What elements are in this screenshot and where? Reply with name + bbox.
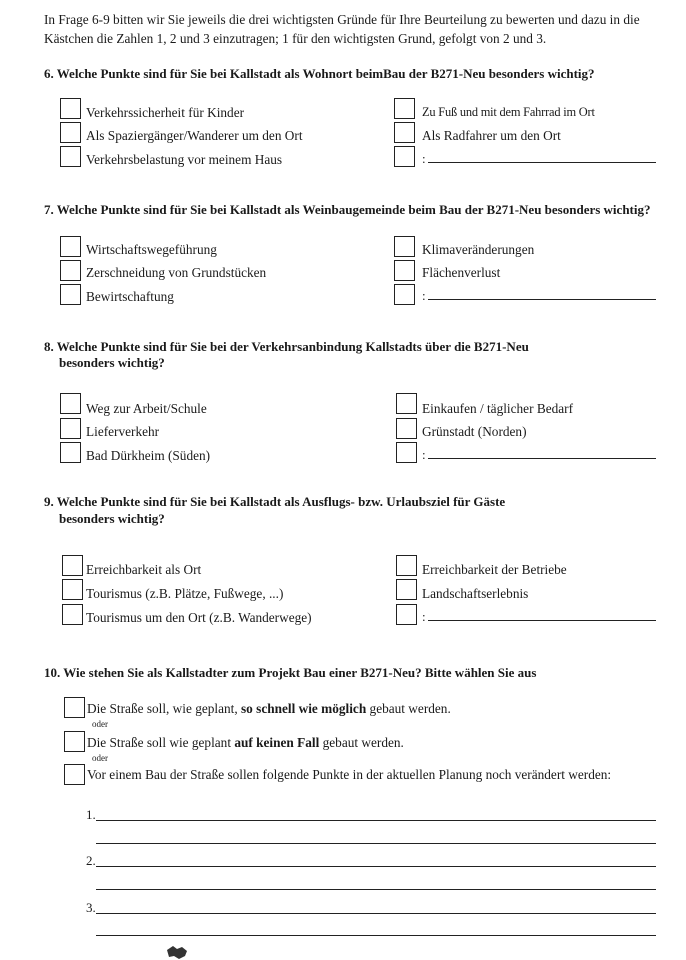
q9-option-left-3: Tourismus um den Ort (z.B. Wanderwege) [86,610,312,625]
q7-checkbox-left-2[interactable] [60,260,81,281]
q10-option-1-text-a: Die Straße soll, wie geplant, [87,701,241,716]
q10-oder-2: oder [92,753,108,763]
question-8-title-line-2: besonders wichtig? [59,355,165,370]
q7-option-left-3: Bewirtschaftung [86,289,174,304]
q6-checkbox-right-1[interactable] [394,98,415,119]
q8-option-right-1: Einkaufen / täglicher Bedarf [422,401,573,416]
q10-option-1 [87,700,451,717]
q10-line-number-3: 3. [86,900,96,915]
q10-oder-1: oder [92,719,108,729]
q8-option-left-3: Bad Dürkheim (Süden) [86,448,211,463]
q10-answer-line-2b[interactable] [96,889,656,890]
q8-checkbox-right-3[interactable] [396,442,417,463]
q10-checkbox-1[interactable] [64,697,85,718]
q10-checkbox-2[interactable] [64,731,85,752]
q7-option-right-1: Klimaveränderungen [422,242,535,257]
q9-checkbox-left-3[interactable] [62,604,83,625]
q10-checkbox-3[interactable] [64,764,85,785]
q8-option-right-2: Grünstadt (Norden) [422,424,527,439]
q10-option-1-emphasis: so schnell wie möglich [241,701,367,716]
intro-text: In Frage 6-9 bitten wir Sie jeweils die drei wichtigsten Gründe für Ihre Beurteilung zu bewerten und dazu in die Kästchen die Zahlen 1, 2 und 3 einzutragen; 1 für den wichtigsten Grund, gefolgt von 2 und 3. [44,12,640,46]
q7-option-left-2: Zerschneidung von Grundstücken [86,265,267,280]
q6-option-left-2: Als Spaziergänger/Wanderer um den Ort [86,128,303,143]
q9-option-right-2: Landschaftserlebnis [422,586,529,601]
q6-checkbox-left-1[interactable] [60,98,81,119]
question-6-title: 6. Welche Punkte sind für Sie bei Kallstadt als Wohnort beimBau der B271-Neu besonders wichtig? [44,66,595,81]
q10-answer-line-1b[interactable] [96,843,656,844]
q6-checkbox-left-3[interactable] [60,146,81,167]
q9-other-colon: : [422,609,426,624]
q6-checkbox-right-2[interactable] [394,122,415,143]
q10-answer-line-1a[interactable] [96,820,656,821]
q10-option-2-text-a: Die Straße soll wie geplant [87,735,235,750]
q9-option-right-1: Erreichbarkeit der Betriebe [422,562,567,577]
q7-option-right-2: Flächenverlust [422,265,501,280]
q7-option-left-1: Wirtschaftswegeführung [86,242,217,257]
q7-checkbox-right-3[interactable] [394,284,415,305]
q9-checkbox-left-1[interactable] [62,555,83,576]
question-8-title-line-1: 8. Welche Punkte sind für Sie bei der Verkehrsanbindung Kallstadts über die B271-Neu [44,339,529,354]
q8-other-blank-line[interactable] [428,458,656,459]
q7-other-colon: : [422,288,426,303]
q8-option-left-2: Lieferverkehr [86,424,160,439]
q9-checkbox-right-3[interactable] [396,604,417,625]
q9-option-left-2: Tourismus (z.B. Plätze, Fußwege, ...) [86,586,284,601]
q6-option-right-2: Als Radfahrer um den Ort [422,128,561,143]
q10-answer-line-3a[interactable] [96,913,656,914]
question-9-title-line-1: 9. Welche Punkte sind für Sie bei Kallstadt als Ausflugs- bzw. Urlaubsziel für Gäste [44,494,506,509]
q10-option-2-emphasis: auf keinen Fall [234,735,320,750]
q9-option-left-1: Erreichbarkeit als Ort [86,562,202,577]
q10-option-3: Vor einem Bau der Straße sollen folgende Punkte in der aktuellen Planung noch verändert werden: [87,767,612,782]
q6-other-blank-line[interactable] [428,162,656,163]
question-10-title: 10. Wie stehen Sie als Kallstadter zum Projekt Bau einer B271-Neu? Bitte wählen Sie aus [44,665,537,680]
q7-checkbox-right-1[interactable] [394,236,415,257]
q8-checkbox-right-2[interactable] [396,418,417,439]
q10-line-number-1: 1. [86,807,96,822]
q7-checkbox-left-3[interactable] [60,284,81,305]
q10-answer-line-2a[interactable] [96,866,656,867]
q8-option-left-1: Weg zur Arbeit/Schule [86,401,207,416]
q9-checkbox-right-2[interactable] [396,579,417,600]
q7-checkbox-right-2[interactable] [394,260,415,281]
q10-option-2-text-c: gebaut werden. [319,735,404,750]
q6-other-colon: : [422,151,426,166]
q6-option-left-3: Verkehrsbelastung vor meinem Haus [86,152,283,167]
q10-option-2 [87,734,404,751]
q6-checkbox-left-2[interactable] [60,122,81,143]
q8-checkbox-left-2[interactable] [60,418,81,439]
q8-checkbox-right-1[interactable] [396,393,417,414]
q9-checkbox-right-1[interactable] [396,555,417,576]
q6-checkbox-right-3[interactable] [394,146,415,167]
q8-checkbox-left-1[interactable] [60,393,81,414]
q7-other-blank-line[interactable] [428,299,656,300]
q8-other-colon: : [422,447,426,462]
q9-checkbox-left-2[interactable] [62,579,83,600]
q10-option-1-text-c: gebaut werden. [366,701,451,716]
question-7-title: 7. Welche Punkte sind für Sie bei Kallstadt als Weinbaugemeinde beim Bau der B271-Neu besonders wichtig? [44,202,651,217]
ink-smudge-mark [165,944,191,960]
q9-other-blank-line[interactable] [428,620,656,621]
q8-checkbox-left-3[interactable] [60,442,81,463]
q6-option-right-1: Zu Fuß und mit dem Fahrrad im Ort [422,105,595,119]
q6-option-left-1: Verkehrssicherheit für Kinder [86,105,245,120]
q10-line-number-2: 2. [86,853,96,868]
q7-checkbox-left-1[interactable] [60,236,81,257]
question-9-title-line-2: besonders wichtig? [59,511,165,526]
q10-answer-line-3b[interactable] [96,935,656,936]
